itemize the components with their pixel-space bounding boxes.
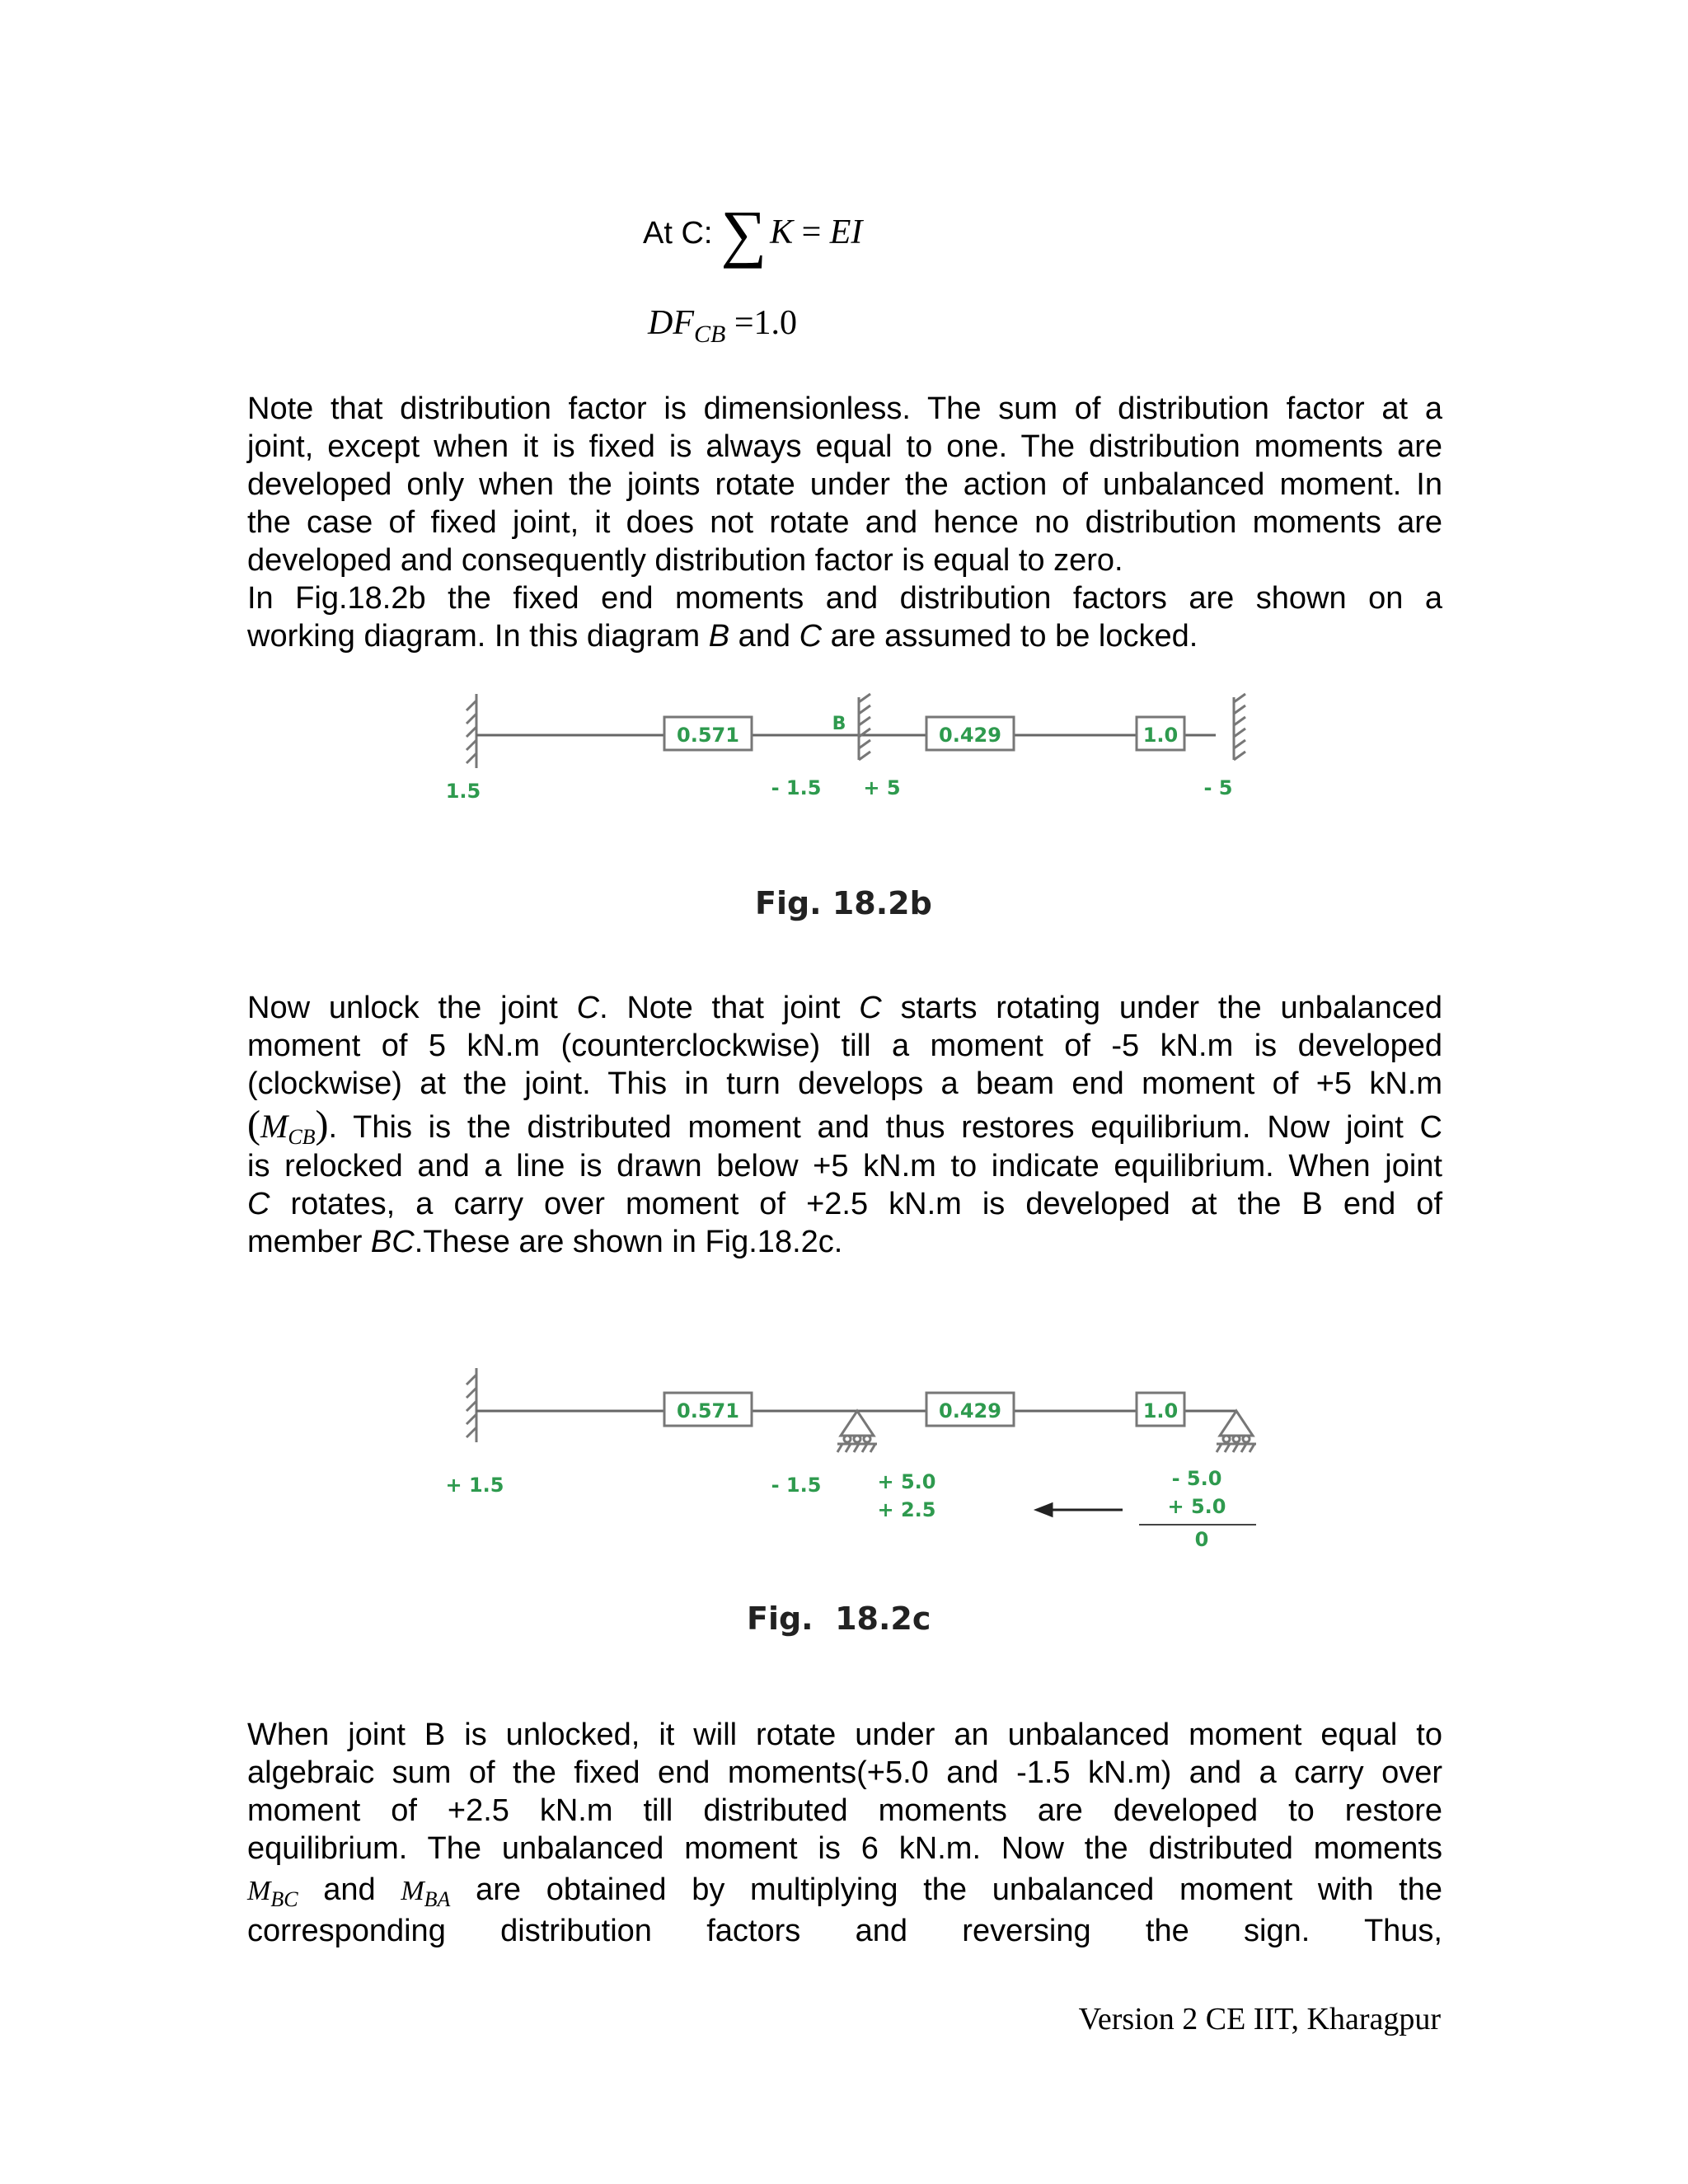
fixed-support-a — [467, 1368, 476, 1442]
df-value-ab: 0.571 — [677, 1399, 739, 1422]
df-value: 1.0 — [753, 304, 798, 342]
text-line: is relocked and a line is drawn below +5 kN.m to indicate equilibrium. When joint — [247, 1149, 1442, 1183]
text-line: developed and consequently distribution factor is equal to zero. — [247, 543, 1123, 578]
text-line: $(M_{CB})$. This is the distributed moment and thus restores equilibrium. Now joint C — [247, 1103, 1442, 1149]
page-footer: Version 2 CE IIT, Kharagpur — [1078, 2002, 1441, 2036]
text-line: $M_{BC}$ and $M_{BA}$ are obtained by multiplying the unbalanced moment with the — [247, 1872, 1442, 1911]
text-line: In Fig.18.2b the fixed end moments and distribution factors are shown on a — [247, 581, 1442, 616]
moment-bc-carryover: + 2.5 — [877, 1498, 936, 1521]
text-line: equilibrium. The unbalanced moment is 6 kN.m. Now the distributed moments — [247, 1831, 1442, 1866]
text-line: the case of fixed joint, it does not rotate and hence no distribution moments are — [247, 505, 1442, 540]
figure-18-2c — [0, 1352, 1688, 1566]
roller-support-b — [837, 1411, 877, 1452]
joint-b-lock — [859, 694, 870, 760]
moment-cb-fem: - 5.0 — [1171, 1467, 1222, 1490]
sum-k-rhs: EI — [829, 213, 863, 251]
sigma-symbol: ∑ — [720, 197, 767, 269]
figure-caption-18-2b: Fig. 18.2b — [755, 885, 932, 921]
text-line: joint, except when it is fixed is always equal to one. The distribution moments are — [247, 429, 1442, 464]
moment-cb: - 5 — [1203, 776, 1233, 799]
figure-18-2b — [0, 676, 1688, 824]
moment-ba: - 1.5 — [771, 776, 822, 799]
df-subscript: CB — [694, 321, 726, 348]
df-value-cb: 1.0 — [1142, 1399, 1179, 1422]
moment-a: 1.5 — [445, 780, 481, 803]
text-line: C rotates, a carry over moment of +2.5 kN.m is developed at the B end of — [247, 1187, 1442, 1221]
paragraph-unlock-joint-c — [247, 989, 1442, 1261]
at-c-label: At C: — [643, 216, 713, 251]
text-line: (clockwise) at the joint. This in turn develops a beam end moment of +5 kN.m — [247, 1066, 1442, 1101]
df-value-bc: 0.429 — [939, 724, 1001, 747]
moment-ba: - 1.5 — [771, 1474, 822, 1497]
text-line: Note that distribution factor is dimensionless. The sum of distribution factor at a — [247, 391, 1442, 426]
text-line: corresponding distribution factors and reversing the sign. Thus, — [247, 1914, 1442, 1948]
df-symbol: DF — [648, 304, 694, 342]
text-line: member BC.These are shown in Fig.18.2c. — [247, 1225, 843, 1259]
text-line: working diagram. In this diagram B and C are assumed to be locked. — [247, 619, 1198, 654]
moment-bc: + 5 — [863, 776, 901, 799]
moment-a: + 1.5 — [445, 1474, 504, 1497]
figure-caption-18-2c: Fig. 18.2c — [747, 1601, 931, 1637]
carry-over-arrow — [1037, 1504, 1123, 1516]
text-line: algebraic sum of the fixed end moments(+5.0 and -1.5 kN.m) and a carry over — [247, 1755, 1442, 1790]
df-value-ab: 0.571 — [677, 724, 739, 747]
paragraph-distribution-factor — [247, 390, 1442, 655]
joint-b-label: B — [832, 714, 846, 734]
roller-support-c — [1217, 1411, 1256, 1452]
paragraph-unlock-joint-b — [247, 1716, 1442, 1950]
text-line: moment of +2.5 kN.m till distributed moments are developed to restore — [247, 1793, 1442, 1828]
equation-df-cb: $DF_{CB} =1.0$ — [648, 304, 798, 348]
equation-sum-k: At C: ∑K = EI — [643, 197, 863, 269]
sum-k-lhs: K — [770, 213, 794, 251]
moment-bc-fem: + 5.0 — [877, 1470, 936, 1493]
moment-cb-total: 0 — [1194, 1528, 1209, 1551]
df-value-cb: 1.0 — [1142, 724, 1179, 747]
text-line: developed only when the joints rotate under the action of unbalanced moment. In — [247, 467, 1442, 502]
df-value-bc: 0.429 — [939, 1399, 1001, 1422]
text-line: moment of 5 kN.m (counterclockwise) till a moment of -5 kN.m is developed — [247, 1029, 1442, 1063]
joint-c-lock — [1234, 694, 1245, 760]
moment-cb-distributed: + 5.0 — [1167, 1495, 1226, 1518]
text-line: Now unlock the joint C. Note that joint C starts rotating under the unbalanced — [247, 991, 1442, 1025]
text-line: When joint B is unlocked, it will rotate under an unbalanced moment equal to — [247, 1718, 1442, 1752]
fixed-support-a — [467, 694, 476, 768]
